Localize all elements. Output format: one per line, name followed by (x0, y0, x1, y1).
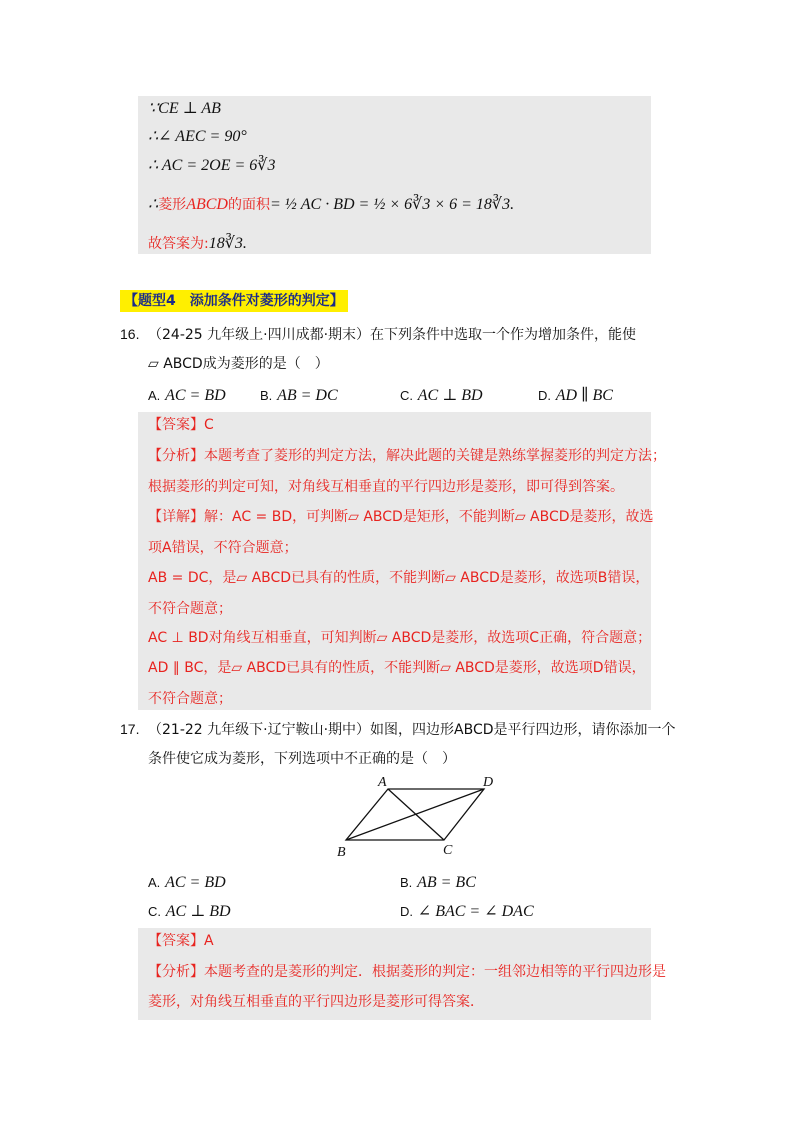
q16-option-c[interactable]: C. AC ⊥ BD (400, 387, 483, 404)
question-17-text-1: （21-22 九年级下·辽宁鞍山·期中）如图，四边形ABCD是平行四边形，请你添加一个 (148, 722, 676, 738)
question-17-text-2: 条件使它成为菱形，下列选项中不正确的是（ ） (148, 751, 456, 767)
parallelogram-figure (332, 774, 502, 860)
q17-analysis-1: 【分析】本题考查的是菱形的判定．根据菱形的判定：一组邻边相等的平行四边形是 (148, 964, 666, 980)
therefore-symbol: ∴ (148, 196, 159, 213)
answer-label: 故答案为: (148, 236, 209, 252)
answer-value: 18∛3. (208, 235, 247, 252)
label-a: A (378, 775, 387, 790)
q17-answer: 【答案】A (148, 933, 214, 949)
q17-option-a[interactable]: A. AC = BD (148, 874, 226, 891)
solution-line-3: ∴ AC = 2OE = 6∛3 (148, 157, 276, 174)
solution-line-1: ∵CE ⊥ AB (148, 100, 221, 117)
solution-answer (148, 232, 247, 255)
question-16-number: 16. (120, 326, 140, 342)
q17-analysis-2: 菱形，对角线互相垂直的平行四边形是菱形可得答案． (148, 994, 484, 1010)
q16-analysis-1: 【分析】本题考查了菱形的判定方法，解决此题的关键是熟练掌握菱形的判定方法； (148, 448, 666, 464)
question-16-text-1: （24-25 九年级上·四川成都·期末）在下列条件中选取一个作为增加条件，能使 (148, 327, 637, 343)
q16-analysis-2: 根据菱形的判定可知，对角线互相垂直的平行四边形是菱形，即可得到答案。 (148, 479, 624, 495)
q16-detail-2: 项A错误，不符合题意； (148, 540, 298, 556)
rhombus-name: ABCD (186, 196, 228, 213)
solution-line-4 (148, 193, 514, 216)
q16-detail-4: 不符合题意； (148, 601, 232, 617)
q16-answer: 【答案】C (148, 417, 214, 433)
label-d: D (483, 775, 494, 790)
question-17-number: 17. (120, 721, 140, 737)
q16-detail-7: 不符合题意； (148, 691, 232, 707)
q16-detail-1: 【详解】解：AC = BD，可判断▱ ABCD是矩形，不能判断▱ ABCD是菱形，故选 (148, 509, 654, 525)
q16-option-b[interactable]: B. AB = DC (260, 387, 338, 404)
q16-detail-6: AD ∥ BC，是▱ ABCD已具有的性质，不能判断▱ ABCD是菱形，故选项D错误， (148, 660, 646, 676)
q16-detail-3: AB = DC，是▱ ABCD已具有的性质，不能判断▱ ABCD是菱形，故选项B错误， (148, 570, 650, 586)
q17-option-c[interactable]: C. AC ⊥ BD (148, 903, 231, 920)
label-b: B (337, 845, 346, 860)
area-formula: = ½ AC · BD = ½ × 6∛3 × 6 = 18∛3. (269, 196, 515, 213)
section-banner: 【题型4 添加条件对菱形的判定】 (120, 290, 348, 312)
label-c: C (443, 843, 453, 858)
question-16-text-2: ▱ ABCD成为菱形的是（ ） (148, 356, 329, 372)
solution-line-2: ∴∠ AEC = 90° (148, 128, 247, 145)
q16-option-a[interactable]: A. AC = BD (148, 387, 226, 404)
q16-detail-5: AC ⊥ BD对角线互相垂直，可知判断▱ ABCD是菱形，故选项C正确，符合题意； (148, 630, 652, 646)
q17-option-b[interactable]: B. AB = BC (400, 874, 476, 891)
rhombus-word: 菱形 (158, 197, 187, 213)
q17-option-d[interactable]: D. ∠ BAC = ∠ DAC (400, 903, 534, 920)
area-word: 的面积 (227, 197, 270, 213)
q16-option-d[interactable]: D. AD ∥ BC (538, 387, 613, 404)
